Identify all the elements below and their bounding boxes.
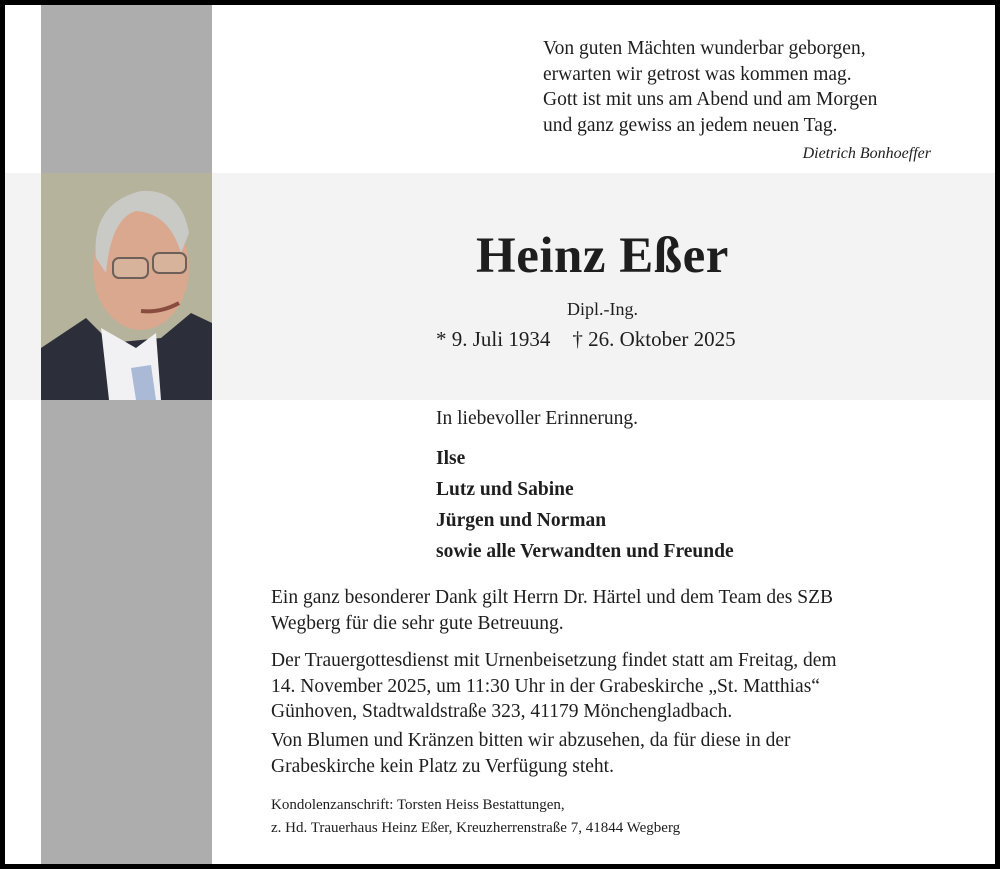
family-member: sowie alle Verwandten und Freunde <box>436 541 734 562</box>
quote <box>543 36 877 138</box>
family-list <box>436 443 734 567</box>
birth-date: * 9. Juli 1934 <box>436 327 551 351</box>
quote-line: Gott ist mit uns am Abend und am Morgen <box>543 89 878 110</box>
quote-line: erwarten wir getrost was kommen mag. <box>543 63 852 85</box>
text-line: 14. November 2025, um 11:30 Uhr in der Grabeskirche „St. Matthias“ <box>271 675 820 697</box>
text-line: Wegberg für die sehr gute Betreuung. <box>271 612 564 634</box>
text-line: Der Trauergottesdienst mit Urnenbeisetzung findet statt am Freitag, dem <box>271 650 837 671</box>
portrait-photo <box>41 173 212 400</box>
condolence-address <box>271 794 680 840</box>
family-member: Lutz und Sabine <box>436 479 574 500</box>
gray-column <box>41 5 212 864</box>
portrait-image <box>41 173 212 400</box>
memory-line: In liebevoller Erinnerung. <box>436 408 638 429</box>
text-line: Kondolenzanschrift: Torsten Heiss Bestattungen, <box>271 797 565 813</box>
death-date: † 26. Oktober 2025 <box>572 327 736 351</box>
life-dates <box>436 327 758 352</box>
text-line: z. Hd. Trauerhaus Heinz Eßer, Kreuzherrenstraße 7, 41844 Wegberg <box>271 820 681 836</box>
quote-author: Dietrich Bonhoeffer <box>802 145 931 162</box>
family-member: Ilse <box>436 448 466 469</box>
quote-line: und ganz gewiss an jedem neuen Tag. <box>543 114 838 136</box>
service-paragraph <box>271 648 837 725</box>
deceased-name: Heinz Eßer <box>476 228 729 284</box>
text-line: Günhoven, Stadtwaldstraße 323, 41179 Mönchengladbach. <box>271 701 733 722</box>
flowers-paragraph <box>271 728 791 779</box>
text-line: Grabeskirche kein Platz zu Verfügung steht. <box>271 755 614 777</box>
quote-line: Von guten Mächten wunderbar geborgen, <box>543 38 866 59</box>
text-line: Ein ganz besonderer Dank gilt Herrn Dr. Härtel und dem Team des SZB <box>271 587 833 608</box>
family-member: Jürgen und Norman <box>436 510 607 531</box>
deceased-title: Dipl.-Ing. <box>567 299 638 319</box>
obituary-notice <box>5 5 995 864</box>
text-line: Von Blumen und Kränzen bitten wir abzusehen, da für diese in der <box>271 730 791 751</box>
thanks-paragraph <box>271 585 833 636</box>
